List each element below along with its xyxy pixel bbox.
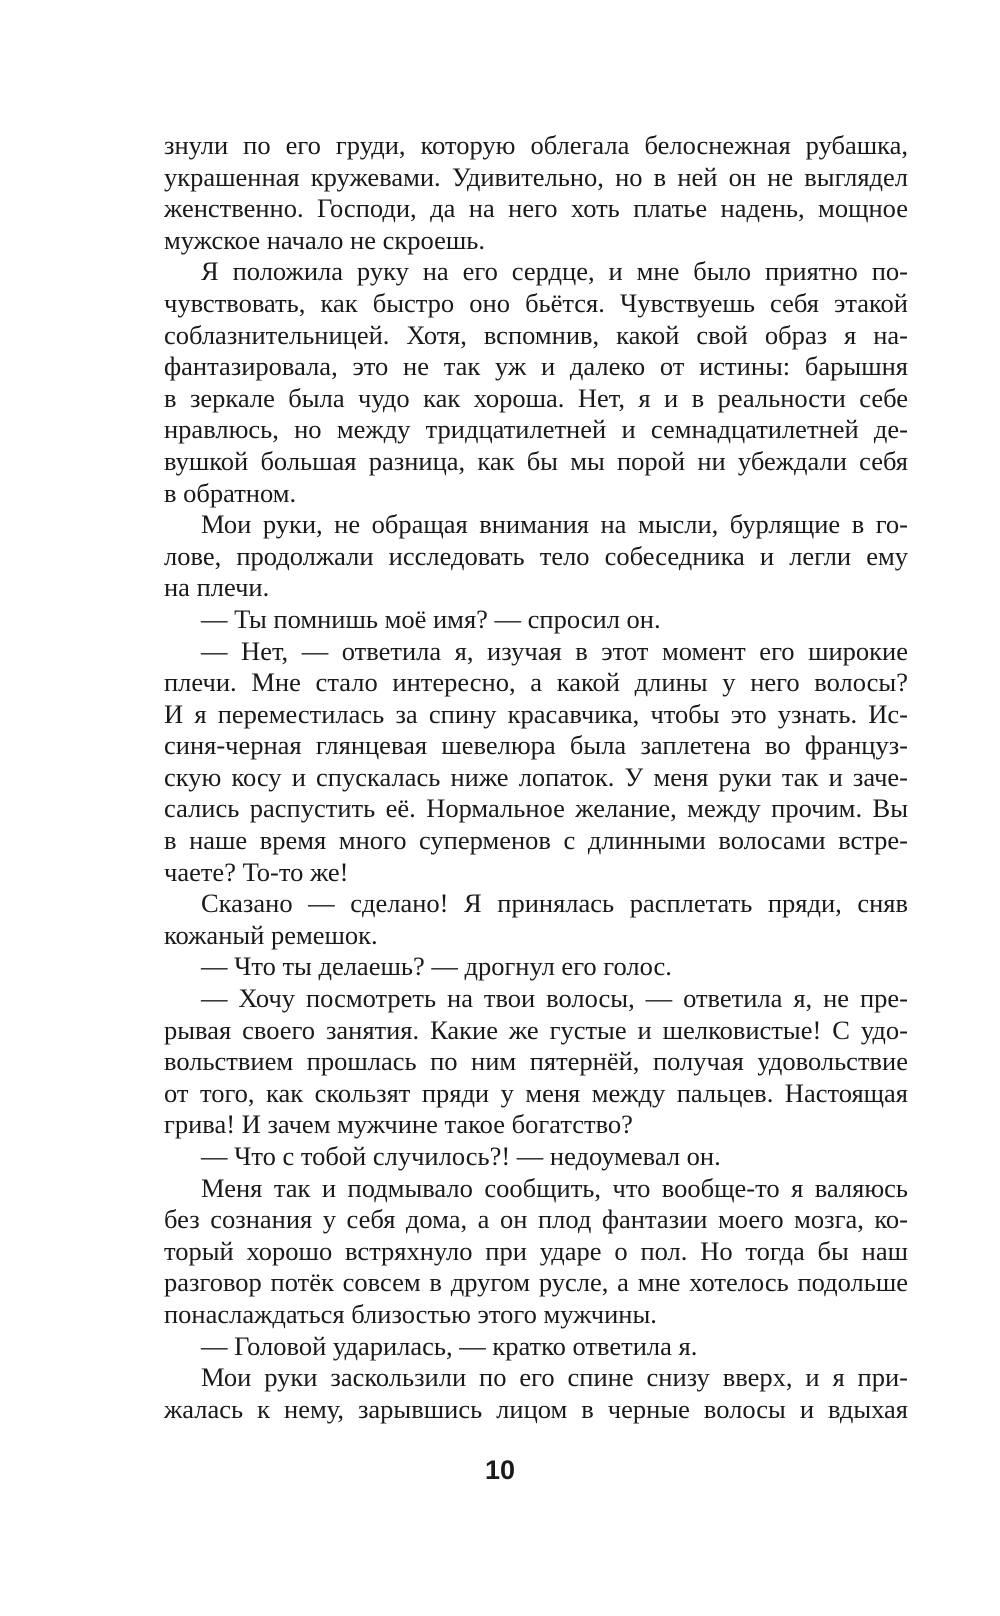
text-line: сались распустить её. Нормальное желание, между прочим. Вы — [164, 793, 908, 824]
text-line: в обратном. — [164, 477, 297, 508]
text-line: фантазировала, это не так уж и далеко от истины: барышня — [164, 351, 908, 382]
text-line: лове, продолжали исследовать тело собеседника и легли ему — [164, 540, 908, 571]
text-line: И я переместилась за спину красавчика, чтобы это узнать. Ис- — [164, 698, 908, 729]
text-line: соблазнительницей. Хотя, вспомнив, какой свой образ я на- — [164, 319, 908, 350]
text-line: вушкой большая разница, как бы мы порой ни убеждали себя — [164, 445, 908, 476]
text-line: без сознания у себя дома, а он плод фантазии моего мозга, ко- — [164, 1204, 908, 1235]
text-line: в наше время много суперменов с длинными волосами встре- — [164, 825, 908, 856]
text-line: вольствием прошлась по ним пятернёй, получая удовольствие — [164, 1046, 908, 1077]
text-line: жалась к нему, зарывшись лицом в черные волосы и вдыхая — [164, 1393, 908, 1424]
text-line: Я положила руку на его сердце, и мне было приятно по- — [201, 256, 908, 287]
text-line: от того, как скользят пряди у меня между пальцев. Настоящая — [164, 1077, 908, 1108]
text-line: скую косу и спускалась ниже лопаток. У меня руки так и заче- — [164, 761, 908, 792]
text-line: — Ты помнишь моё имя? — спросил он. — [201, 603, 661, 634]
text-line: чаете? То-то же! — [164, 856, 349, 887]
text-line: плечи. Мне стало интересно, а какой длины у него волосы? — [164, 667, 908, 698]
text-line: нравлюсь, но между тридцатилетней и семнадцатилетней де- — [164, 414, 908, 445]
text-line: рывая своего занятия. Какие же густые и шелковистые! С удо- — [164, 1014, 908, 1045]
text-line: женственно. Господи, да на него хоть платье надень, мощное — [164, 193, 908, 224]
text-line: мужское начало не скроешь. — [164, 224, 485, 255]
text-line: Меня так и подмывало сообщить, что вообще-то я валяюсь — [201, 1172, 908, 1203]
text-line: разговор потёк совсем в другом русле, а мне хотелось подольше — [164, 1267, 908, 1298]
text-line: кожаный ремешок. — [164, 919, 378, 950]
text-line: на плечи. — [164, 572, 270, 603]
text-line: грива! И зачем мужчине такое богатство? — [164, 1109, 633, 1140]
page-text — [164, 130, 908, 1425]
text-line: Мои руки заскользили по его спине снизу вверх, и я при- — [201, 1362, 908, 1393]
text-line: — Хочу посмотреть на твои волосы, — ответила я, не пре- — [201, 983, 908, 1014]
text-line: — Головой ударилась, — кратко ответила я. — [201, 1330, 698, 1361]
text-line: Мои руки, не обращая внимания на мысли, бурлящие в го- — [201, 509, 908, 540]
text-line: в зеркале была чудо как хороша. Нет, я и в реальности себе — [164, 382, 908, 413]
text-line: — Что с тобой случилось?! — недоумевал он. — [201, 1141, 721, 1171]
text-line: Сказано — сделано! Я принялась расплетать пряди, сняв — [201, 888, 908, 919]
text-line: — Что ты делаешь? — дрогнул его голос. — [201, 951, 672, 982]
text-line: — Нет, — ответила я, изучая в этот момент его широкие — [201, 635, 908, 666]
text-line: знули по его груди, которую облегала белоснежная рубашка, — [164, 130, 908, 160]
text-line: синя-черная глянцевая шевелюра была заплетена во француз- — [164, 730, 908, 761]
text-line: торый хорошо встряхнуло при ударе о пол. Но тогда бы наш — [164, 1235, 908, 1266]
text-line: украшенная кружевами. Удивительно, но в ней он не выглядел — [164, 161, 908, 192]
text-line: понаслаждаться близостью этого мужчины. — [164, 1298, 657, 1329]
page-number: 10 — [484, 1455, 516, 1485]
text-line: чувствовать, как быстро оно бьётся. Чувствуешь себя этакой — [164, 287, 908, 318]
